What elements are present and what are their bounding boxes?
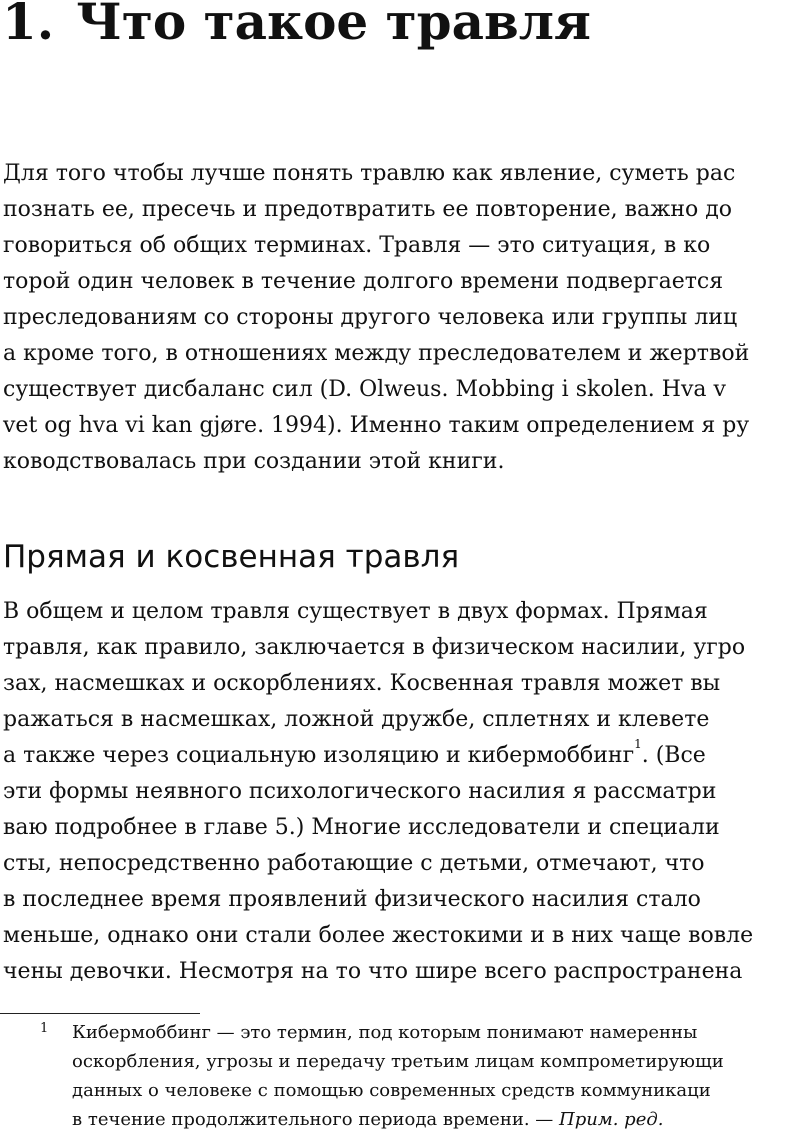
text-line: в последнее время проявлений физического насилия стало: [3, 887, 701, 912]
chapter-number: 1.: [2, 0, 55, 51]
text-line: меньше, однако они стали более жестокими и в них чаще вовле: [3, 923, 754, 948]
text-line: чены девочки. Несмотря на то что шире всего распространена: [3, 959, 743, 984]
text-line: ражаться в насмешках, ложной дружбе, сплетнях и клевете: [3, 707, 710, 732]
text-line: существует дисбаланс сил (D. Olweus. Mobbing i skolen. Hva v: [3, 377, 726, 402]
text-line: сты, непосредственно работающие с детьми, отмечают, что: [3, 851, 705, 876]
footnote-divider: [0, 1013, 200, 1014]
paragraph-forms: [3, 594, 804, 990]
text-line: vet og hva vi kan gjøre. 1994). Именно таким определением я ру: [3, 413, 750, 438]
text-line: преследованиям со стороны другого человека или группы лиц: [3, 305, 738, 330]
text-segment: . (Все: [641, 743, 706, 768]
footnote-line: оскорбления, угрозы и передачу третьим лицам компрометирующи: [72, 1051, 724, 1072]
footnote-number: 1: [40, 1021, 49, 1036]
footnote-text: [72, 1018, 724, 1134]
text-line: ководствовалась при создании этой книги.: [3, 449, 505, 474]
footnote-line: данных о человеке с помощью современных средств коммуникаци: [72, 1080, 711, 1101]
text-line: Для того чтобы лучше понять травлю как явление, суметь рас: [3, 161, 736, 186]
text-segment: а также через социальную изоляцию и кибермоббинг: [3, 743, 635, 768]
footnote-line-last: [72, 1105, 724, 1134]
text-line: торой один человек в течение долгого времени подвергается: [3, 269, 724, 294]
text-line: зах, насмешках и оскорблениях. Косвенная травля может вы: [3, 671, 721, 696]
text-line: ваю подробнее в главе 5.) Многие исследователи и специали: [3, 815, 720, 840]
text-line: травля, как правило, заключается в физическом насилии, угро: [3, 635, 746, 660]
footnote-reference[interactable]: 1: [634, 737, 642, 751]
text-line: говориться об общих терминах. Травля — это ситуация, в ко: [3, 233, 711, 258]
editor-note: Прим. ред.: [559, 1109, 664, 1130]
paragraph-definition: [3, 156, 804, 480]
text-line: а кроме того, в отношениях между преследователем и жертвой: [3, 341, 750, 366]
footnote-segment: в течение продолжительного периода времени. —: [72, 1109, 554, 1130]
text-line: познать ее, пресечь и предотвратить ее повторение, важно до: [3, 197, 733, 222]
chapter-title: [2, 0, 591, 54]
chapter-title-text: Что такое травля: [76, 0, 591, 51]
text-line-with-footnote: [3, 738, 804, 774]
footnote-line: Кибермоббинг — это термин, под которым понимают намеренны: [72, 1022, 698, 1043]
text-line: эти формы неявного психологического насилия я рассматри: [3, 779, 717, 804]
section-heading: Прямая и косвенная травля: [3, 539, 460, 575]
text-line: В общем и целом травля существует в двух формах. Прямая: [3, 599, 708, 624]
